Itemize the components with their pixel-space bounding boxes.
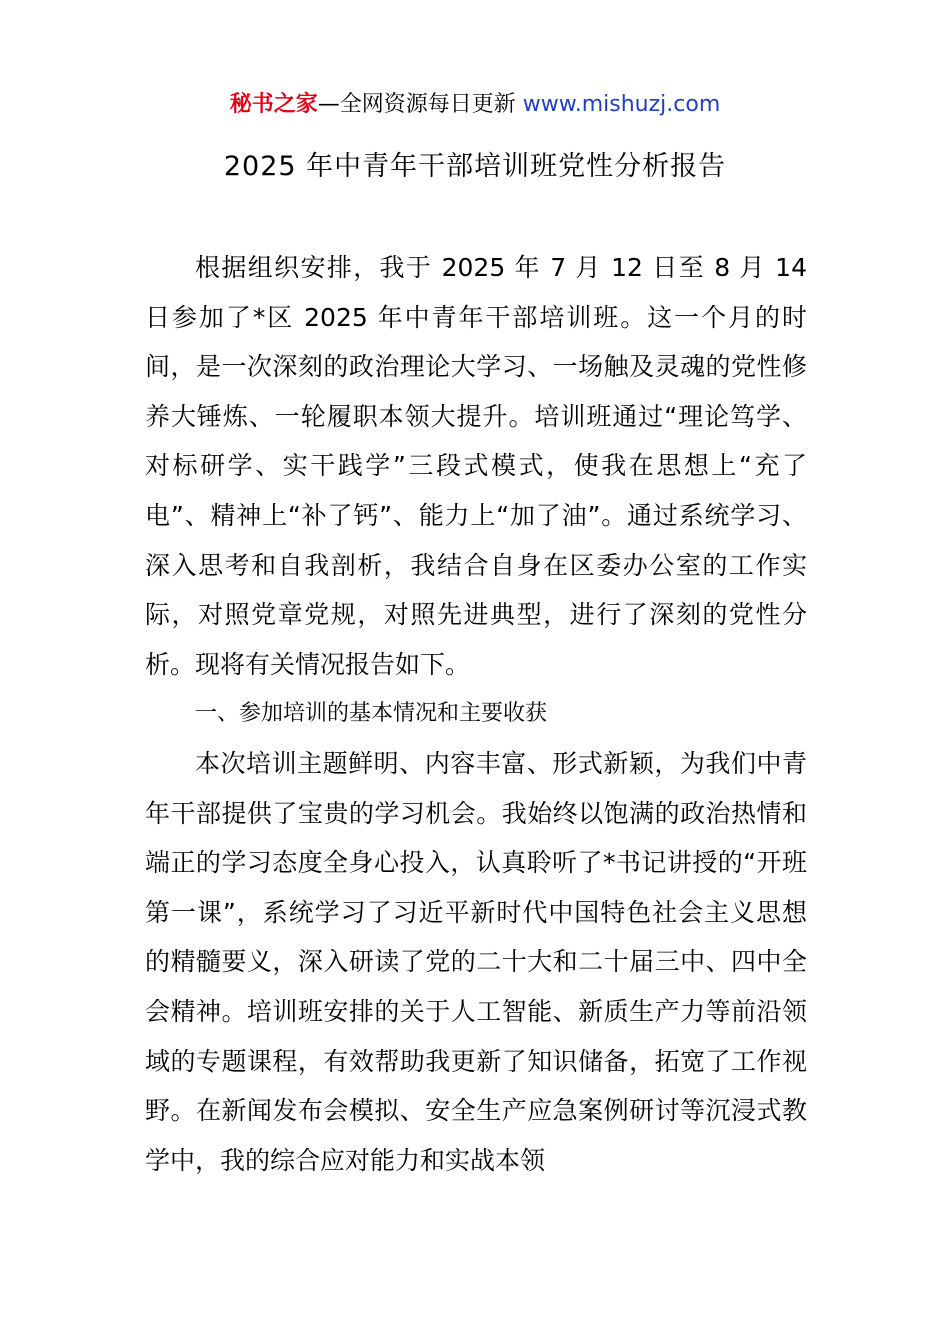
site-url-link[interactable]: www.mishuzj.com bbox=[522, 92, 721, 117]
brand-name: 秘书之家 bbox=[229, 92, 318, 117]
section-paragraph: 本次培训主题鲜明、内容丰富、形式新颖，为我们中青年干部提供了宝贵的学习机会。我始终以饱满的政治热情和端正的学习态度全身心投入，认真聆听了*书记讲授的“开班第一课”，系统学习了习近平新时代中国特色社会主义思想的精髓要义，深入研读了党的二十大和二十届三中、四中全会精神。培训班安排的关于人工智能、新质生产力等前沿领域的专题课程，有效帮助我更新了知识储备，拓宽了工作视野。在新闻发布会模拟、安全生产应急案例研讨等沉浸式教学中，我的综合应对能力和实战本领 bbox=[145, 748, 807, 1175]
intro-paragraph: 根据组织安排，我于 2025 年 7 月 12 日至 8 月 14 日参加了*区 2025 年中青年干部培训班。这一个月的时间，是一次深刻的政治理论大学习、一场触及灵魂的党性修养大锤炼、一轮履职本领大提升。培训班通过“理论笃学、对标研学、实干践学”三段式模式，使我在思想上“充了电”、精神上“补了钙”、能力上“加了油”。通过系统学习、深入思考和自我剖析，我结合自身在区委办公室的工作实际，对照党章党规，对照先进典型，进行了深刻的党性分析。现将有关情况报告如下。 bbox=[145, 253, 807, 679]
document-body bbox=[145, 243, 807, 1185]
section-heading: 一、参加培训的基本情况和主要收获 bbox=[195, 701, 548, 727]
document-title: 2025 年中青年干部培训班党性分析报告 bbox=[223, 151, 727, 182]
site-header bbox=[0, 88, 950, 122]
header-tagline: —全网资源每日更新 bbox=[317, 92, 523, 117]
